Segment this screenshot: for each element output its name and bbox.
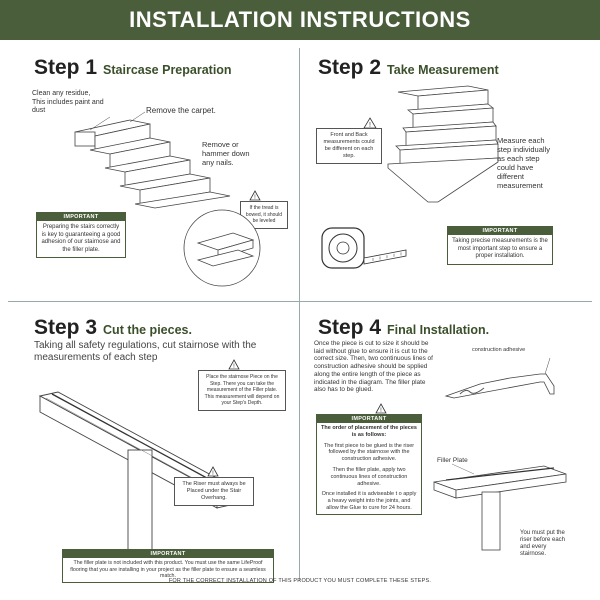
step2-staircase-illustration xyxy=(378,84,498,204)
step2-heading xyxy=(318,56,499,80)
step3-important-label: IMPORTANT xyxy=(63,550,273,558)
step3-warning-icon xyxy=(229,360,239,369)
step4-important-label: IMPORTANT xyxy=(317,415,421,423)
step2-important-label: IMPORTANT xyxy=(448,227,552,235)
step1-note-carpet: Remove the carpet. xyxy=(146,106,216,115)
step3-heading xyxy=(34,316,192,340)
footer-note: FOR THE CORRECT INSTALLATION OF THIS PRODUCT YOU MUST COMPLETE THESE STEPS. xyxy=(168,578,432,584)
step4-title: Final Installation. xyxy=(387,323,490,337)
page-banner xyxy=(0,0,600,40)
step2-important-text: Taking precise measurements is the most important step to ensure a proper installation. xyxy=(452,238,548,260)
svg-text:!: ! xyxy=(380,408,382,414)
step4-order-item-1: The first piece to be glued is the riser followed by the stairnose with the construction adhesive. xyxy=(323,442,415,463)
step3-callout-place: Place the stairnose Piece on the Step. There you can take the measurement of the Filler plate. This measurement will depend on your Step's Depth. xyxy=(198,370,286,411)
step1-zoom-circle-illustration xyxy=(178,208,268,288)
step4-warning-icon xyxy=(376,404,386,413)
svg-text:!: ! xyxy=(212,471,214,477)
step3-title: Cut the pieces. xyxy=(103,323,192,337)
step3-number: Step 3 xyxy=(34,316,98,339)
step4-riser-note: You must put the riser before each and every stairnose. xyxy=(520,530,566,557)
page-title: INSTALLATION INSTRUCTIONS xyxy=(129,7,471,32)
step2-note-measure: Measure each step individually as each step could have different measurement xyxy=(497,136,550,190)
svg-text:!: ! xyxy=(233,364,235,370)
step4-order-title: The order of placement of the pieces is as follows: xyxy=(321,425,417,438)
step4-important-box xyxy=(316,414,422,515)
step4-filler-plate-label: Filler Plate xyxy=(437,457,468,464)
step2-important-box xyxy=(447,226,553,265)
step1-important-box xyxy=(36,212,126,258)
step2-title: Take Measurement xyxy=(387,63,499,77)
warning-icon xyxy=(250,191,260,200)
step1-staircase-illustration xyxy=(70,112,240,222)
step3-riser-warning-icon xyxy=(208,467,218,476)
tape-measure-icon xyxy=(318,222,408,274)
step1-callout-bowed: If the tread is bowed, it should be leveled xyxy=(240,201,288,229)
step1-number: Step 1 xyxy=(34,56,98,79)
step1-heading xyxy=(34,56,232,80)
step4-adhesive-profile-illustration xyxy=(440,356,560,400)
step2-callout-measurements: Front and Back measurements could be different on each step. xyxy=(316,128,382,164)
step4-adhesive-label: construction adhesive xyxy=(472,347,526,353)
step1-important-label: IMPORTANT xyxy=(37,213,125,221)
step2-warning-icon xyxy=(364,118,376,128)
step2-number: Step 2 xyxy=(318,56,382,79)
step4-number: Step 4 xyxy=(318,316,382,339)
step4-order-item-2: Then the filler plate, apply two continuous lines of construction adhesive. xyxy=(330,466,408,487)
step1-note-nails: Remove or hammer down any nails. xyxy=(202,140,250,167)
svg-text:!: ! xyxy=(369,122,371,129)
horizontal-divider xyxy=(8,301,592,302)
step3-important-text: The filler plate is not included with this product. You must use the same LifeProof flooring that you are installing in your project as the filler plate to ensure a seamless match. xyxy=(70,560,266,580)
step1-note-residue: Clean any residue, This includes paint and dust xyxy=(32,90,104,114)
step3-intro: Taking all safety regulations, cut stairnose with the measurements of each step xyxy=(34,340,257,363)
step4-intro: Once the piece is cut to size it should be laid without glue to ensure it is cut to the correct size. Then, two continuous lines of construction adhesive should be spplied along the entire length of the piece as indicated in the diagram. The filler plate also has to be glued. xyxy=(314,340,433,394)
step4-heading xyxy=(318,316,489,340)
step4-order-item-3: Once installed it is adviseable t o apply a heavy weight into the joints, and allow the Glue to cure for 24 hours. xyxy=(321,491,417,511)
step3-callout-riser: The Riser must always be Placed under the Stair Overhang. xyxy=(174,477,254,506)
step1-title: Staircase Preparation xyxy=(103,63,232,77)
step1-important-text: Preparing the stairs correctly is key to guaranteeing a good adhesion of our stairnose and the filler plate. xyxy=(41,224,121,253)
vertical-divider xyxy=(299,48,300,580)
svg-text:!: ! xyxy=(254,195,256,201)
